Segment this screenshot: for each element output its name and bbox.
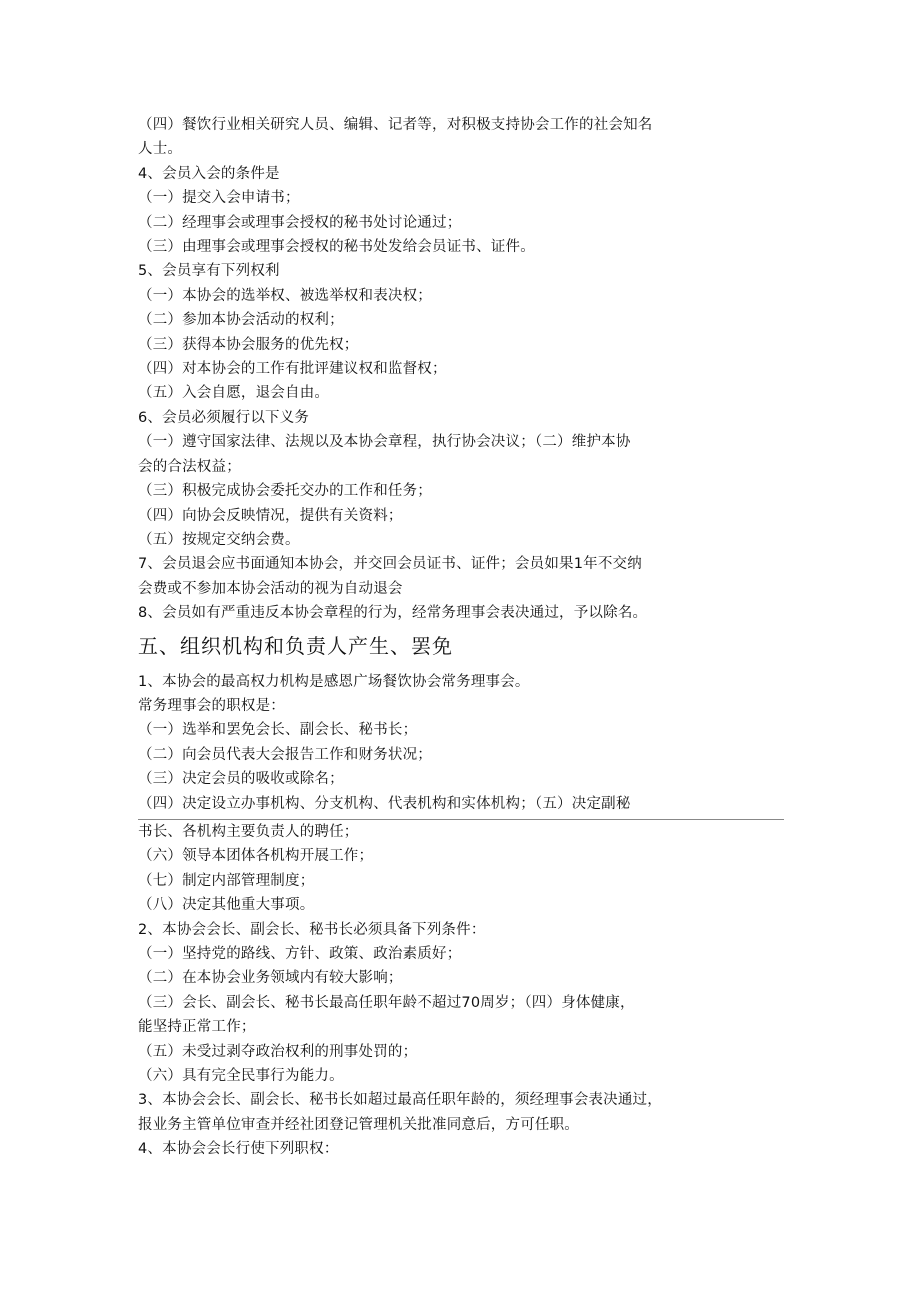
text-line: （一）选举和罢免会长、副会长、秘书长；	[138, 722, 418, 739]
text-line: （四）对本协会的工作有批评建议权和监督权；	[138, 361, 447, 378]
text-line: （二）在本协会业务领域内有较大影响；	[138, 970, 403, 987]
text-line: （七）制定内部管理制度；	[138, 872, 315, 889]
officers-block	[138, 820, 698, 1162]
text-line: 4、会员入会的条件是	[138, 165, 280, 182]
text-line: （一）提交入会申请书；	[138, 190, 300, 207]
text-line: 能坚持正常工作；	[138, 1019, 256, 1036]
text-line: （二）经理事会或理事会授权的秘书处讨论通过；	[138, 214, 462, 231]
text-line: 6、会员必须履行以下义务	[138, 409, 310, 426]
text-line: （三）决定会员的吸收或除名；	[138, 771, 344, 788]
text-line: （四）向协会反映情况，提供有关资料；	[138, 507, 403, 524]
membership-block	[138, 113, 698, 626]
text-line: 2、本协会会长、副会长、秘书长必须具备下列条件：	[138, 921, 486, 938]
organization-block	[138, 670, 698, 816]
text-line: （一）本协会的选举权、被选举权和表决权；	[138, 287, 432, 304]
text-line: （一）遵守国家法律、法规以及本协会章程，执行协会决议；（二）维护本协	[138, 434, 631, 451]
text-line: 会费或不参加本协会活动的视为自动退会	[138, 580, 403, 597]
text-line: 会的合法权益；	[138, 458, 241, 475]
text-line: （二）向会员代表大会报告工作和财务状况；	[138, 746, 432, 763]
section-heading: 五、组织机构和负责人产生、罢免	[138, 633, 453, 658]
text-line: 1、本协会的最高权力机构是感恩广场餐饮协会常务理事会。	[138, 673, 530, 690]
text-line: 常务理事会的职权是：	[138, 697, 285, 714]
document-body	[138, 113, 698, 1162]
text-line: （四）餐饮行业相关研究人员、编辑、记者等，对积极支持协会工作的社会知名	[138, 117, 653, 133]
text-line: 人士。	[138, 141, 183, 158]
text-line: 7、会员退会应书面通知本协会，并交回会员证书、证件；会员如果1年不交纳	[138, 556, 642, 573]
text-line: （二）参加本协会活动的权利；	[138, 312, 344, 329]
text-line: 书长、各机构主要负责人的聘任；	[138, 823, 359, 840]
text-line: 3、本协会会长、副会长、秘书长如超过最高任职年龄的，须经理事会表决通过，	[138, 1092, 662, 1109]
text-line: （六）具有完全民事行为能力。	[138, 1068, 344, 1085]
text-line: 5、会员享有下列权利	[138, 263, 280, 280]
text-line: （八）决定其他重大事项。	[138, 897, 315, 914]
text-line: （五）入会自愿，退会自由。	[138, 385, 330, 402]
text-line: （一）坚持党的路线、方针、政策、政治素质好；	[138, 946, 462, 962]
text-line: （五）未受过剥夺政治权利的刑事处罚的；	[138, 1043, 418, 1060]
text-line: 8、会员如有严重违反本协会章程的行为，经常务理事会表决通过，予以除名。	[138, 605, 648, 622]
text-line: （三）会长、副会长、秘书长最高任职年龄不超过70周岁；（四）身体健康，	[138, 994, 635, 1011]
text-line: （五）按规定交纳会费。	[138, 531, 300, 548]
text-line: （四）决定设立办事机构、分支机构、代表机构和实体机构；（五）决定副秘	[138, 795, 631, 812]
text-line: 报业务主管单位审查并经社团登记管理机关批准同意后，方可任职。	[138, 1116, 579, 1133]
text-line: （六）领导本团体各机构开展工作；	[138, 848, 374, 865]
text-line: （三）获得本协会服务的优先权；	[138, 336, 359, 353]
text-line: （三）积极完成协会委托交办的工作和任务；	[138, 483, 432, 500]
text-line: （三）由理事会或理事会授权的秘书处发给会员证书、证件。	[138, 239, 535, 256]
text-line: 4、本协会会长行使下列职权：	[138, 1141, 339, 1158]
